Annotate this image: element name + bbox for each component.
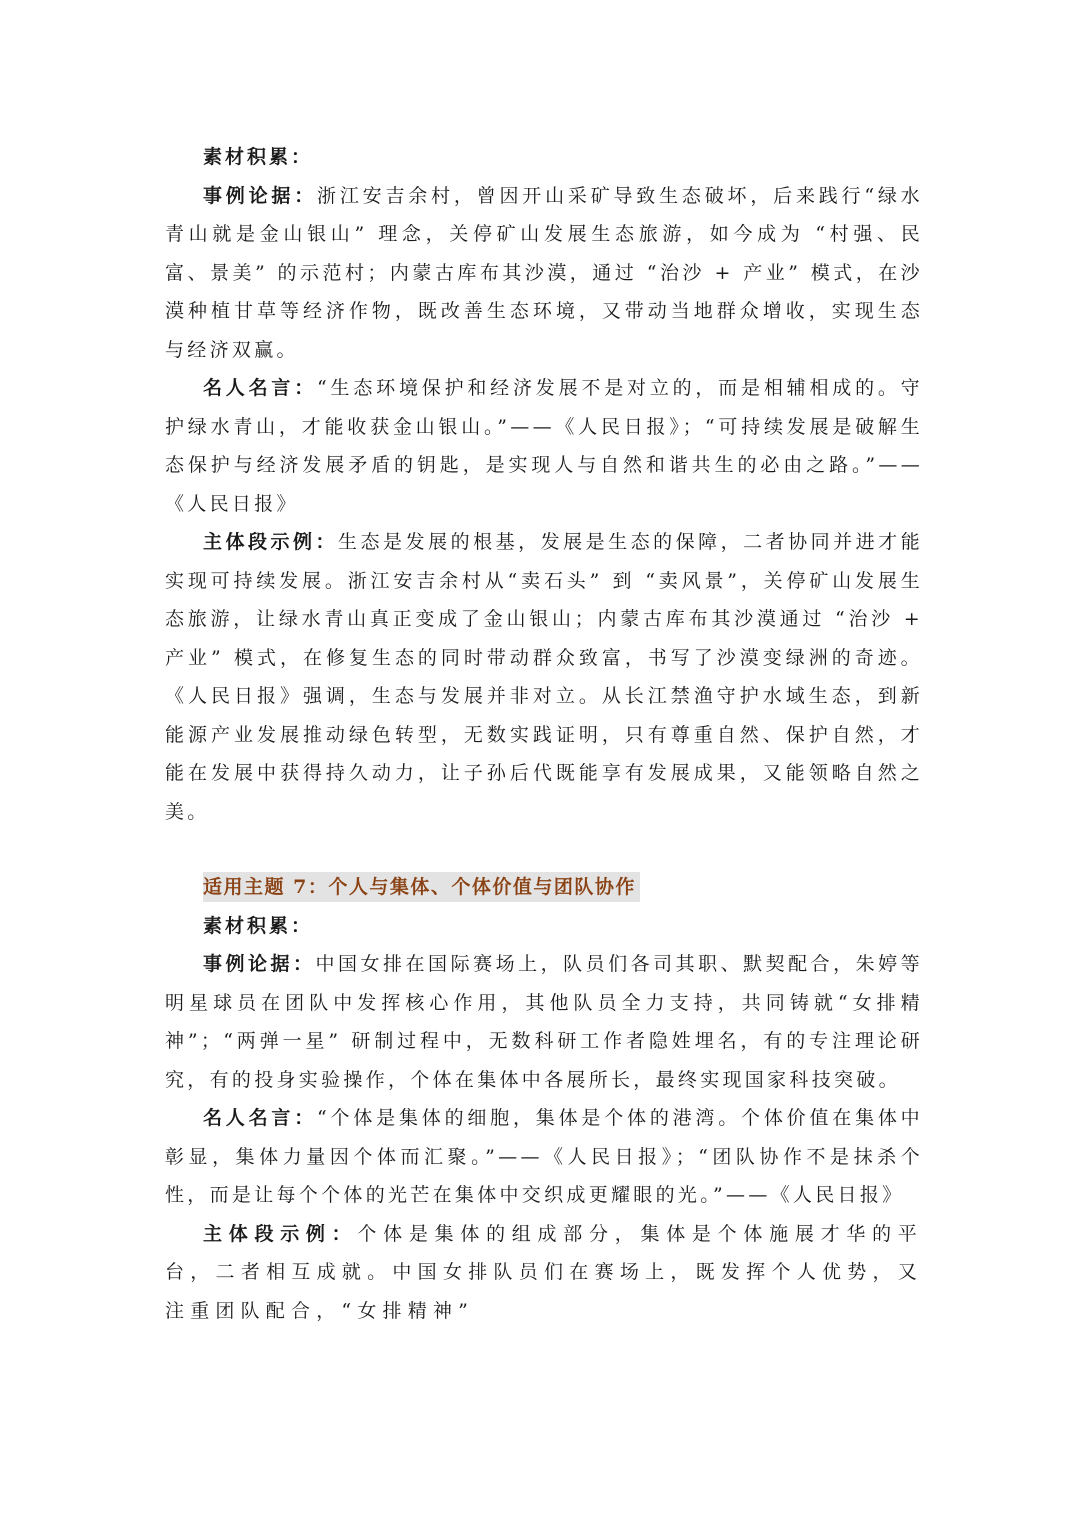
quote-paragraph (165, 1099, 923, 1215)
quote-text: “个体是集体的细胞，集体是个体的港湾。个体价值在集体中彰显，集体力量因个体而汇聚。”——《人民日报》；“团队协作不是抹杀个性，而是让每个个体的光芒在集体中交织成更耀眼的光。”——《人民日报》 (165, 1107, 923, 1206)
example-label: 主体段示例： (203, 1222, 358, 1245)
example-paragraph (165, 523, 923, 831)
quote-text: “生态环境保护和经济发展不是对立的，而是相辅相成的。守护绿水青山，才能收获金山银山。”——《人民日报》；“可持续发展是破解生态保护与经济发展矛盾的钥匙，是实现人与自然和谐共生的必由之路。”——《人民日报》 (165, 377, 923, 515)
quote-label: 名人名言： (203, 377, 318, 399)
example-text: 生态是发展的根基，发展是生态的保障，二者协同并进才能实现可持续发展。浙江安吉余村从“卖石头” 到 “卖风景”，关停矿山发展生态旅游，让绿水青山真正变成了金山银山；内蒙古库布其沙漠通过 “治沙 + 产业” 模式，在修复生态的同时带动群众致富，书写了沙漠变绿洲的奇迹。《人民日报》强调，生态与发展并非对立。从长江禁渔守护水域生态，到新能源产业发展推动绿色转型，无数实践证明，只有尊重自然、保护自然，才能在发展中获得持久动力，让子孙后代既能享有发展成果，又能领略自然之美。 (165, 531, 923, 823)
theme-heading: 适用主题 7：个人与集体、个体价值与团队协作 (203, 872, 640, 902)
section-individual-collective (165, 868, 923, 1330)
case-label: 事例论据： (203, 184, 318, 207)
case-paragraph (165, 177, 923, 370)
case-text: 中国女排在国际赛场上，队员们各司其职、默契配合，朱婷等明星球员在团队中发挥核心作用，其他队员全力支持，共同铸就“女排精神”；“两弹一星” 研制过程中，无数科研工作者隐姓埋名，有的专注理论研究，有的投身实验操作，个体在集体中各展所长，最终实现国家科技突破。 (165, 953, 923, 1091)
example-paragraph (165, 1215, 923, 1331)
quote-paragraph (165, 369, 923, 523)
case-label: 事例论据： (203, 953, 316, 975)
section-ecology (165, 138, 923, 831)
example-text: 个体是集体的组成部分，集体是个体施展才华的平台，二者相互成就。中国女排队员们在赛场上，既发挥个人优势，又注重团队配合，“女排精神” (165, 1222, 924, 1322)
material-label: 素材积累： (203, 914, 314, 937)
example-label: 主体段示例： (203, 531, 339, 553)
case-text: 浙江安吉余村，曾因开山采矿导致生态破坏，后来践行“绿水青山就是金山银山” 理念，关停矿山发展生态旅游，如今成为 “村强、民富、景美” 的示范村；内蒙古库布其沙漠，通过 “治沙 + 产业” 模式，在沙漠种植甘草等经济作物，既改善生态环境，又带动当地群众增收，实现生态与经济双赢。 (165, 184, 923, 361)
case-paragraph (165, 945, 923, 1099)
quote-label: 名人名言： (203, 1107, 318, 1129)
theme-heading-row (165, 868, 923, 907)
document-page (165, 138, 923, 1330)
material-label: 素材积累： (203, 146, 314, 168)
